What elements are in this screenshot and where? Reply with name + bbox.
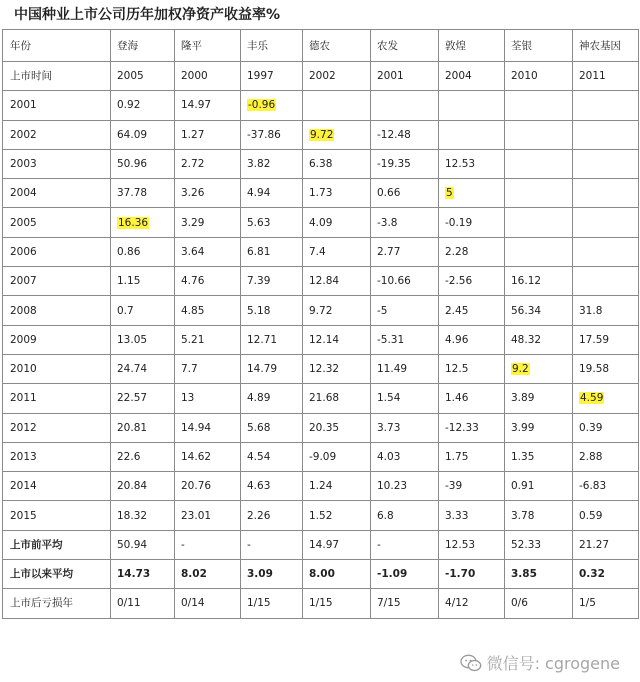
row-label: 2006 bbox=[3, 237, 111, 266]
table-cell: 12.32 bbox=[303, 354, 371, 383]
table-row bbox=[3, 354, 639, 383]
table-cell: 8.02 bbox=[175, 560, 241, 589]
table-row bbox=[3, 120, 639, 149]
page-title: 中国种业上市公司历年加权净资产收益率% bbox=[14, 7, 281, 23]
table-cell bbox=[439, 91, 505, 120]
table-cell: 14.97 bbox=[303, 530, 371, 559]
table-cell: 3.99 bbox=[505, 413, 573, 442]
table-cell: 12.14 bbox=[303, 325, 371, 354]
row-label: 2015 bbox=[3, 501, 111, 530]
table-cell: - bbox=[175, 530, 241, 559]
table-cell: 0.66 bbox=[371, 179, 439, 208]
table-cell: 3.82 bbox=[241, 149, 303, 178]
highlighted-value: 9.72 bbox=[310, 128, 334, 141]
table-cell bbox=[573, 120, 639, 149]
row-label: 2005 bbox=[3, 208, 111, 237]
table-cell: 0.7 bbox=[111, 296, 175, 325]
table-cell: -19.35 bbox=[371, 149, 439, 178]
table-cell: 0.92 bbox=[111, 91, 175, 120]
table-cell: 5.21 bbox=[175, 325, 241, 354]
table-cell: 4.76 bbox=[175, 267, 241, 296]
table-cell: 5.63 bbox=[241, 208, 303, 237]
table-cell: 13 bbox=[175, 384, 241, 413]
header-cell-year: 年份 bbox=[3, 30, 111, 62]
row-label: 上市前平均 bbox=[3, 530, 111, 559]
table-cell: 2001 bbox=[371, 62, 439, 91]
table-cell: 50.96 bbox=[111, 149, 175, 178]
table-cell: 2010 bbox=[505, 62, 573, 91]
table-cell: 20.76 bbox=[175, 472, 241, 501]
table-cell: 2.26 bbox=[241, 501, 303, 530]
table-cell bbox=[505, 120, 573, 149]
table-cell: 48.32 bbox=[505, 325, 573, 354]
table-cell: 7/15 bbox=[371, 589, 439, 618]
table-cell: 2.77 bbox=[371, 237, 439, 266]
table-cell: 3.85 bbox=[505, 560, 573, 589]
table-cell: -6.83 bbox=[573, 472, 639, 501]
row-label: 2008 bbox=[3, 296, 111, 325]
table-cell: 2.72 bbox=[175, 149, 241, 178]
table-cell: 1/15 bbox=[241, 589, 303, 618]
table-cell: 12.71 bbox=[241, 325, 303, 354]
table-cell bbox=[573, 91, 639, 120]
table-cell: 14.94 bbox=[175, 413, 241, 442]
table-cell: 20.35 bbox=[303, 413, 371, 442]
table-cell: 11.49 bbox=[371, 354, 439, 383]
table-cell: 4.96 bbox=[439, 325, 505, 354]
highlighted-value: 5 bbox=[446, 187, 453, 200]
table-cell: 1.24 bbox=[303, 472, 371, 501]
table-cell: 1.27 bbox=[175, 120, 241, 149]
table-cell: 14.73 bbox=[111, 560, 175, 589]
table-row bbox=[3, 296, 639, 325]
table-cell: 12.84 bbox=[303, 267, 371, 296]
table-cell bbox=[505, 354, 573, 383]
table-cell: 20.84 bbox=[111, 472, 175, 501]
highlighted-value: 9.2 bbox=[512, 363, 529, 376]
table-cell: 7.7 bbox=[175, 354, 241, 383]
table-cell: 24.74 bbox=[111, 354, 175, 383]
table-cell: 0.91 bbox=[505, 472, 573, 501]
table-cell: 0/6 bbox=[505, 589, 573, 618]
table-cell: 2.45 bbox=[439, 296, 505, 325]
table-cell bbox=[505, 208, 573, 237]
table-body bbox=[3, 30, 639, 619]
table-row bbox=[3, 62, 639, 91]
table-row bbox=[3, 472, 639, 501]
table-row bbox=[3, 442, 639, 471]
table-cell: 52.33 bbox=[505, 530, 573, 559]
table-cell: 2005 bbox=[111, 62, 175, 91]
table-cell: 4/12 bbox=[439, 589, 505, 618]
table-cell: - bbox=[371, 530, 439, 559]
table-cell: 6.8 bbox=[371, 501, 439, 530]
table-row bbox=[3, 560, 639, 589]
table-cell bbox=[303, 91, 371, 120]
table-cell: 22.6 bbox=[111, 442, 175, 471]
table-cell: -12.33 bbox=[439, 413, 505, 442]
table-cell: 4.63 bbox=[241, 472, 303, 501]
table-cell: 1.75 bbox=[439, 442, 505, 471]
table-row bbox=[3, 267, 639, 296]
table-cell: 16.12 bbox=[505, 267, 573, 296]
table-cell bbox=[439, 179, 505, 208]
table-row bbox=[3, 237, 639, 266]
table-cell: 1/15 bbox=[303, 589, 371, 618]
table-cell: 2000 bbox=[175, 62, 241, 91]
table-cell bbox=[505, 91, 573, 120]
table-row bbox=[3, 589, 639, 618]
table-cell: 37.78 bbox=[111, 179, 175, 208]
table-cell: 23.01 bbox=[175, 501, 241, 530]
table-row bbox=[3, 149, 639, 178]
row-label: 2013 bbox=[3, 442, 111, 471]
table-cell: 14.62 bbox=[175, 442, 241, 471]
table-cell: 2.88 bbox=[573, 442, 639, 471]
table-cell: -1.70 bbox=[439, 560, 505, 589]
table-cell: 0/14 bbox=[175, 589, 241, 618]
table-cell: 1.15 bbox=[111, 267, 175, 296]
row-label: 上市后亏损年 bbox=[3, 589, 111, 618]
table-cell: 20.81 bbox=[111, 413, 175, 442]
row-label: 2001 bbox=[3, 91, 111, 120]
header-cell-company: 神农基因 bbox=[573, 30, 639, 62]
highlighted-value: -0.96 bbox=[248, 99, 276, 112]
table-cell: 14.79 bbox=[241, 354, 303, 383]
table-cell: 1.73 bbox=[303, 179, 371, 208]
table-cell: 8.00 bbox=[303, 560, 371, 589]
table-cell bbox=[573, 208, 639, 237]
table-cell: -37.86 bbox=[241, 120, 303, 149]
table-cell bbox=[573, 267, 639, 296]
table-row bbox=[3, 179, 639, 208]
table-cell bbox=[573, 237, 639, 266]
table-cell bbox=[439, 120, 505, 149]
row-label: 2012 bbox=[3, 413, 111, 442]
highlighted-value: 4.59 bbox=[580, 392, 604, 405]
table-cell: 0.32 bbox=[573, 560, 639, 589]
table-cell: 4.03 bbox=[371, 442, 439, 471]
table-cell: 18.32 bbox=[111, 501, 175, 530]
row-label: 2007 bbox=[3, 267, 111, 296]
table-row bbox=[3, 501, 639, 530]
table-cell: 1.35 bbox=[505, 442, 573, 471]
table-row bbox=[3, 208, 639, 237]
row-label: 2009 bbox=[3, 325, 111, 354]
table-cell: 6.38 bbox=[303, 149, 371, 178]
table-cell: 21.68 bbox=[303, 384, 371, 413]
table-cell bbox=[573, 179, 639, 208]
table-cell: -0.19 bbox=[439, 208, 505, 237]
table-row bbox=[3, 384, 639, 413]
table-cell: 3.89 bbox=[505, 384, 573, 413]
table-cell: 7.39 bbox=[241, 267, 303, 296]
table-cell: 3.26 bbox=[175, 179, 241, 208]
table-cell: 3.78 bbox=[505, 501, 573, 530]
row-label: 2010 bbox=[3, 354, 111, 383]
table-cell: -12.48 bbox=[371, 120, 439, 149]
table-cell: -9.09 bbox=[303, 442, 371, 471]
row-label: 上市时间 bbox=[3, 62, 111, 91]
row-label: 2004 bbox=[3, 179, 111, 208]
table-cell bbox=[371, 91, 439, 120]
table-cell: 3.64 bbox=[175, 237, 241, 266]
header-cell-company: 农发 bbox=[371, 30, 439, 62]
row-label: 2014 bbox=[3, 472, 111, 501]
row-label: 2002 bbox=[3, 120, 111, 149]
table-cell: 5.18 bbox=[241, 296, 303, 325]
table-cell: 31.8 bbox=[573, 296, 639, 325]
table-cell: -5 bbox=[371, 296, 439, 325]
table-cell: -1.09 bbox=[371, 560, 439, 589]
table-cell: 6.81 bbox=[241, 237, 303, 266]
table-cell: - bbox=[241, 530, 303, 559]
table-cell: 5.68 bbox=[241, 413, 303, 442]
table-cell: 4.54 bbox=[241, 442, 303, 471]
table-cell: -2.56 bbox=[439, 267, 505, 296]
table-row bbox=[3, 325, 639, 354]
table-cell: 12.5 bbox=[439, 354, 505, 383]
table-cell: 1997 bbox=[241, 62, 303, 91]
table-cell: 13.05 bbox=[111, 325, 175, 354]
table-row bbox=[3, 91, 639, 120]
table-cell: 12.53 bbox=[439, 149, 505, 178]
table-cell: -10.66 bbox=[371, 267, 439, 296]
table-cell: 7.4 bbox=[303, 237, 371, 266]
table-cell: 0/11 bbox=[111, 589, 175, 618]
watermark bbox=[460, 651, 620, 674]
table-cell: 4.85 bbox=[175, 296, 241, 325]
table-cell bbox=[303, 120, 371, 149]
table-cell: 14.97 bbox=[175, 91, 241, 120]
table-cell bbox=[505, 237, 573, 266]
header-row bbox=[3, 30, 639, 62]
table-cell bbox=[111, 208, 175, 237]
table-cell: 19.58 bbox=[573, 354, 639, 383]
table-cell: -3.8 bbox=[371, 208, 439, 237]
wechat-icon bbox=[460, 654, 482, 672]
row-label: 上市以来平均 bbox=[3, 560, 111, 589]
row-label: 2003 bbox=[3, 149, 111, 178]
table-cell: 9.72 bbox=[303, 296, 371, 325]
table-cell: 2004 bbox=[439, 62, 505, 91]
table-cell: 3.33 bbox=[439, 501, 505, 530]
table-cell: -5.31 bbox=[371, 325, 439, 354]
table-cell: 2.28 bbox=[439, 237, 505, 266]
table-row bbox=[3, 530, 639, 559]
header-cell-company: 登海 bbox=[111, 30, 175, 62]
header-cell-company: 德农 bbox=[303, 30, 371, 62]
table-cell: 17.59 bbox=[573, 325, 639, 354]
table-row bbox=[3, 413, 639, 442]
highlighted-value: 16.36 bbox=[118, 216, 149, 229]
table-cell: 1.46 bbox=[439, 384, 505, 413]
table-cell: 1/5 bbox=[573, 589, 639, 618]
table-cell bbox=[505, 149, 573, 178]
table-cell: -39 bbox=[439, 472, 505, 501]
header-cell-company: 敦煌 bbox=[439, 30, 505, 62]
table-cell: 0.59 bbox=[573, 501, 639, 530]
table-cell: 22.57 bbox=[111, 384, 175, 413]
table-cell: 3.09 bbox=[241, 560, 303, 589]
header-cell-company: 丰乐 bbox=[241, 30, 303, 62]
table-cell: 10.23 bbox=[371, 472, 439, 501]
table-cell: 1.54 bbox=[371, 384, 439, 413]
table-cell: 0.86 bbox=[111, 237, 175, 266]
table-cell bbox=[573, 149, 639, 178]
table-cell: 0.39 bbox=[573, 413, 639, 442]
table-cell: 50.94 bbox=[111, 530, 175, 559]
table-cell: 4.94 bbox=[241, 179, 303, 208]
table-cell bbox=[505, 179, 573, 208]
row-label: 2011 bbox=[3, 384, 111, 413]
table-cell: 1.52 bbox=[303, 501, 371, 530]
header-cell-company: 隆平 bbox=[175, 30, 241, 62]
table-cell: 2002 bbox=[303, 62, 371, 91]
table-cell bbox=[573, 384, 639, 413]
table-cell: 3.29 bbox=[175, 208, 241, 237]
table-cell: 56.34 bbox=[505, 296, 573, 325]
watermark-text: 微信号: cgrogene bbox=[486, 654, 620, 673]
table-cell: 4.89 bbox=[241, 384, 303, 413]
table-cell: 21.27 bbox=[573, 530, 639, 559]
table-cell: 64.09 bbox=[111, 120, 175, 149]
table-cell: 4.09 bbox=[303, 208, 371, 237]
table-cell: 3.73 bbox=[371, 413, 439, 442]
table-cell: 12.53 bbox=[439, 530, 505, 559]
header-cell-company: 荃银 bbox=[505, 30, 573, 62]
table-cell: 2011 bbox=[573, 62, 639, 91]
table-cell bbox=[241, 91, 303, 120]
roe-table bbox=[2, 29, 639, 619]
